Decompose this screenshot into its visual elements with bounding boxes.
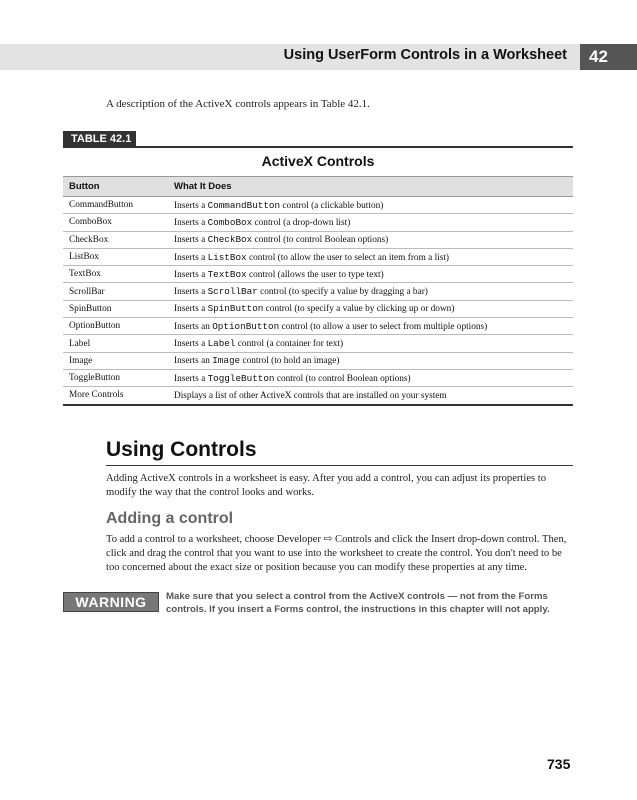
row-description <box>168 300 573 317</box>
desc-prefix: Inserts a <box>174 287 208 298</box>
desc-suffix: control (to control Boolean options) <box>274 373 411 384</box>
table-number-tag: TABLE 42.1 <box>63 131 136 147</box>
row-button-name: CheckBox <box>63 231 168 248</box>
row-button-name: CommandButton <box>63 197 168 214</box>
row-button-name: OptionButton <box>63 318 168 335</box>
control-code: ComboBox <box>207 216 253 228</box>
warning-badge: WARNING <box>63 592 159 612</box>
table-row <box>63 318 573 335</box>
column-header-button: Button <box>63 177 168 197</box>
row-description <box>168 248 573 265</box>
desc-suffix: control (a clickable button) <box>280 200 384 211</box>
desc-suffix: control (a drop-down list) <box>252 217 351 228</box>
desc-prefix: Inserts a <box>174 252 208 263</box>
desc-prefix: Inserts a <box>174 304 208 315</box>
subsection-heading: Adding a control <box>106 510 234 527</box>
table-row <box>63 266 573 283</box>
row-description <box>168 266 573 283</box>
desc-suffix: control (a container for text) <box>235 339 344 350</box>
table-row <box>63 214 573 231</box>
control-code: SpinButton <box>207 303 264 315</box>
table-row <box>63 369 573 386</box>
control-code: ScrollBar <box>207 286 258 298</box>
desc-suffix: control (to specify a value by clicking up or down) <box>263 304 455 315</box>
control-code: ListBox <box>207 251 247 263</box>
row-description <box>168 214 573 231</box>
row-button-name: SpinButton <box>63 300 168 317</box>
section-heading-rule <box>106 465 573 466</box>
desc-prefix: Displays a list of other ActiveX controls that are installed on your system <box>174 390 447 401</box>
section-paragraph: Adding ActiveX controls in a worksheet is easy. After you add a control, you can adjust its properties to modify the way that the control looks and works. <box>106 473 547 498</box>
desc-prefix: Inserts an <box>174 321 213 332</box>
row-description <box>168 387 573 405</box>
table-top-rule <box>63 146 573 148</box>
control-code: CommandButton <box>207 199 281 211</box>
column-header-what-it-does: What It Does <box>168 177 573 197</box>
control-code: OptionButton <box>212 320 280 332</box>
row-button-name: ComboBox <box>63 214 168 231</box>
desc-suffix: control (to specify a value by dragging a bar) <box>257 287 428 298</box>
row-button-name: ListBox <box>63 248 168 265</box>
row-button-name: TextBox <box>63 266 168 283</box>
control-code: Image <box>212 355 241 367</box>
row-description <box>168 352 573 369</box>
table-caption: ActiveX Controls <box>261 153 375 169</box>
desc-suffix: control (to control Boolean options) <box>252 235 389 246</box>
subsection-paragraph: To add a control to a worksheet, choose Developer ⇨ Controls and click the Insert drop-down control. Then, click and drag the control that you want to use into the worksheet to create the control. You don't need to be too concerned about the exact size or position because you can modify these properties at any time. <box>106 534 567 573</box>
warning-text: Make sure that you select a control from the ActiveX controls — not from the Forms controls. If you insert a Forms control, the instructions in this chapter will not apply. <box>166 591 550 615</box>
desc-prefix: Inserts a <box>174 373 208 384</box>
running-header-title: Using UserForm Controls in a Worksheet <box>283 47 567 63</box>
row-button-name: More Controls <box>63 387 168 405</box>
desc-prefix: Inserts a <box>174 217 208 228</box>
desc-prefix: Inserts a <box>174 339 208 350</box>
table-row <box>63 231 573 248</box>
desc-suffix: control (to allow the user to select an item from a list) <box>246 252 450 263</box>
desc-prefix: Inserts a <box>174 269 208 280</box>
table-row <box>63 283 573 300</box>
desc-prefix: Inserts a <box>174 200 208 211</box>
desc-prefix: Inserts an <box>174 356 213 367</box>
row-description <box>168 369 573 386</box>
row-description <box>168 335 573 352</box>
row-description <box>168 318 573 335</box>
desc-suffix: control (allows the user to type text) <box>246 269 384 280</box>
table-row <box>63 387 573 405</box>
row-description <box>168 283 573 300</box>
activex-controls-table <box>63 176 573 406</box>
desc-suffix: control (to hold an image) <box>240 356 340 367</box>
control-code: Label <box>207 338 236 350</box>
row-description <box>168 197 573 214</box>
table-row <box>63 248 573 265</box>
row-button-name: Image <box>63 352 168 369</box>
table-row <box>63 300 573 317</box>
row-description <box>168 231 573 248</box>
row-button-name: ScrollBar <box>63 283 168 300</box>
table-header-row <box>63 177 573 197</box>
table-row <box>63 335 573 352</box>
table-row <box>63 197 573 214</box>
desc-prefix: Inserts a <box>174 235 208 246</box>
control-code: ToggleButton <box>207 372 275 384</box>
chapter-number-tab: 42 <box>580 44 637 70</box>
section-heading: Using Controls <box>106 438 257 461</box>
table-row <box>63 352 573 369</box>
intro-paragraph: A description of the ActiveX controls appears in Table 42.1. <box>106 98 370 110</box>
row-button-name: Label <box>63 335 168 352</box>
control-code: CheckBox <box>207 234 253 246</box>
page-number: 735 <box>547 756 571 772</box>
row-button-name: ToggleButton <box>63 369 168 386</box>
control-code: TextBox <box>207 268 247 280</box>
desc-suffix: control (to allow a user to select from multiple options) <box>279 321 488 332</box>
